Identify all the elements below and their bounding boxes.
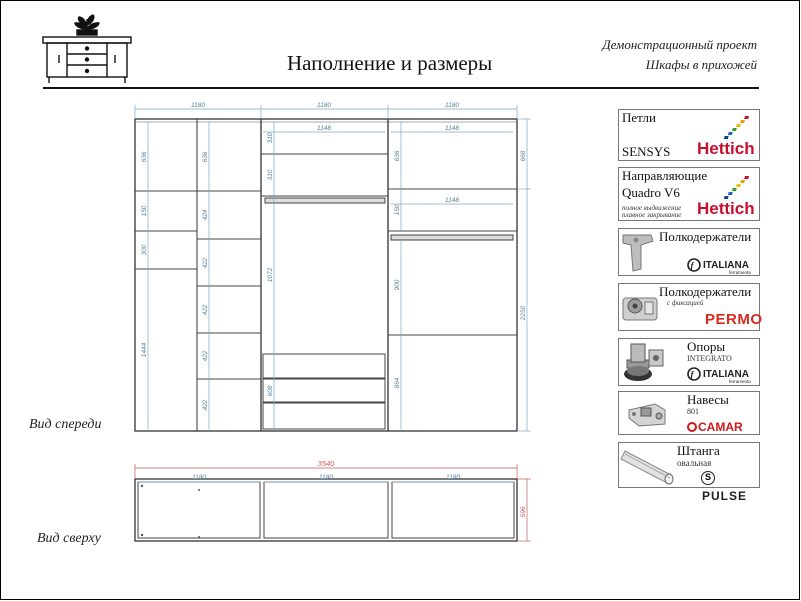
brand-text: PULSE [702,489,748,504]
dim-col2-b: 422 [202,257,209,269]
dim-col2-c: 422 [202,304,209,316]
hardware-model: INTEGRATO [687,354,732,363]
dim-width-1: 1180 [191,102,205,109]
dim-mid-a: 310 [267,132,274,144]
pulse-logo-icon: SPULSE [702,472,748,504]
italiana-logo-icon [687,257,759,275]
dim-right-a: 150 [394,204,401,216]
hettich-logo-icon [697,174,757,218]
dim-right-upper: 636 [394,150,401,162]
hardware-note: с фиксацией [667,299,704,307]
shelf-support-lock-icon [621,288,663,328]
brand-text: Hettich [697,199,755,218]
hardware-name: Полкодержатели [659,229,752,244]
brand-text: ITALIANA [703,260,749,271]
dim-col1-c: 1444 [141,342,148,358]
brand-text: ITALIANA [703,369,749,380]
hardware-model: 801 [687,407,699,416]
hardware-card-legs[interactable] [618,338,760,386]
brand-text: Hettich [697,139,755,158]
oval-rod-icon [621,445,681,485]
camar-logo-icon [687,418,743,436]
dim-col2-a: 424 [202,209,209,221]
shelf-support-icon [621,231,661,273]
dim-top-width-2: 1180 [319,474,333,481]
brand-text: CAMAR [698,420,743,435]
dim-col1-upper: 636 [141,151,148,163]
top-view [135,459,531,541]
hardware-card-rod[interactable] [618,442,760,504]
dim-col2-e: 422 [202,399,209,411]
dim-width-3: 1180 [445,102,459,109]
dim-col1-b: 300 [141,244,148,256]
hardware-card-shelf-supports[interactable] [618,228,760,276]
hardware-name: Петли [622,110,656,125]
project-name: Демонстрационный проект [602,37,757,52]
top-view-label: Вид сверху [37,531,101,546]
dim-col2-d: 422 [202,350,209,362]
hardware-card-hangers[interactable] [618,391,760,435]
dim-mid-hang: 1072 [267,267,274,283]
hanger-bracket-icon [625,396,677,430]
hettich-logo-icon [697,114,757,158]
italiana-logo-icon [687,366,759,384]
brand-text: PERMO [705,311,763,328]
leg-support-icon [621,340,671,384]
front-view-label: Вид спереди [29,417,102,432]
project-subtitle: Шкафы в прихожей [645,57,757,72]
dim-col1-a: 150 [141,205,148,217]
hardware-card-shelf-supports-lock[interactable] [618,283,763,331]
hardware-card-hinges[interactable] [618,109,760,161]
page-title: Наполнение и размеры [287,51,493,75]
dim-overall-width: 3540 [317,459,335,468]
brand-subtext: ferramenta [729,379,751,384]
hardware-card-slides[interactable] [618,167,760,221]
svg-text:f: f [690,260,694,271]
dim-depth: 596 [520,506,527,518]
hardware-name: Навесы [687,392,729,407]
dim-right-c: 864 [394,377,401,389]
dim-top-width-3: 1180 [446,474,460,481]
dim-col2-upper: 636 [202,151,209,163]
hardware-model: овальная [677,458,712,468]
hardware-name: Полкодержатели [659,284,752,299]
dim-mid-drawers: 608 [267,385,274,397]
dim-height-total: 2250 [520,305,527,321]
hardware-note-1: полное выдвижение [622,204,682,212]
svg-text:f: f [690,369,694,380]
dim-right-width-1: 1148 [445,125,459,132]
front-view [135,102,531,431]
dim-mid-width: 1148 [317,125,331,132]
brand-subtext: ferramenta [729,270,751,275]
dim-top-width-1: 1180 [192,474,206,481]
hardware-name: Штанга [677,443,720,458]
hardware-model: SENSYS [622,144,671,159]
hardware-name: Опоры [687,339,726,354]
dim-mid-b: 310 [267,169,274,181]
dim-height-upper: 668 [520,150,527,162]
dim-right-width-2: 1148 [445,197,459,204]
dim-right-b: 900 [394,279,401,291]
hardware-note-2: плавное закрывание [622,211,682,219]
hardware-model: Quadro V6 [622,185,680,200]
dim-width-2: 1180 [317,102,331,109]
hardware-name: Направляющие [622,168,708,183]
